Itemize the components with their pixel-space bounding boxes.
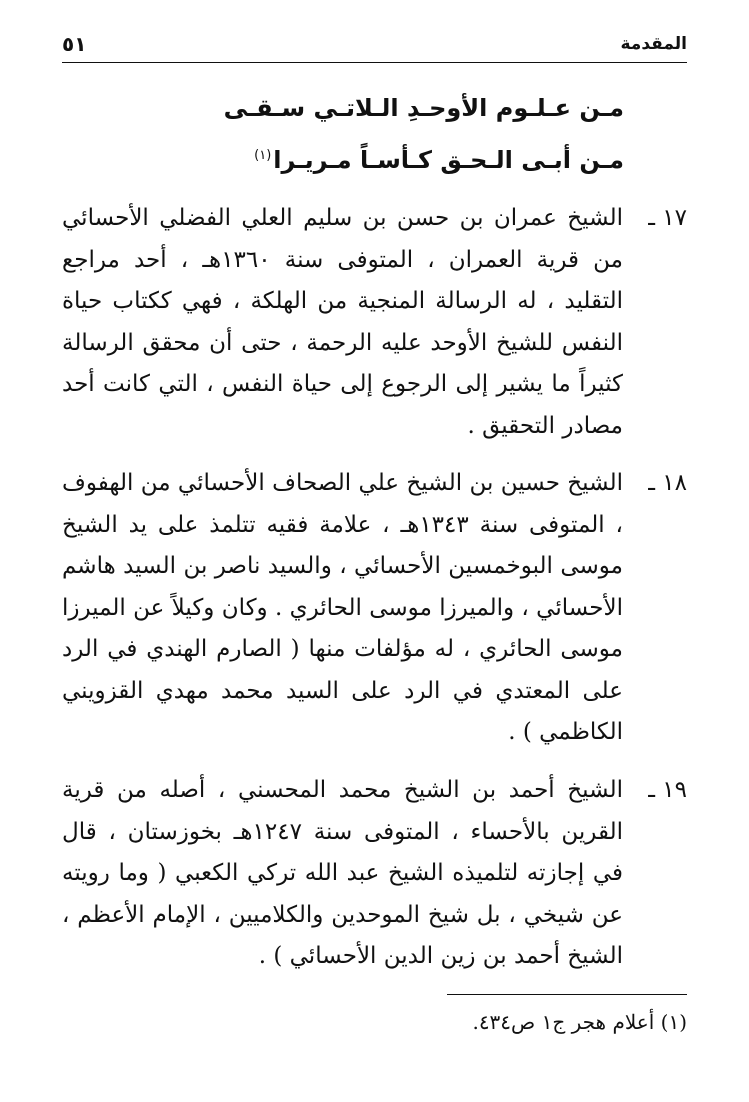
footnote-rule [447,994,687,995]
footnote-marker[interactable]: (١) [254,148,272,163]
page-header [62,28,687,62]
poem-line-2-text: مـن أبـى الـحـق كـأسـاً مـريـرا [273,146,624,174]
entry-text: الشيخ عمران بن حسن بن سليم العلي الفضلي الأحسائي من قرية العمران ، المتوفى سنة ١٣٦٠هـ ، أحد مراجع التقليد ، له الرسالة المنجية من الهلكة ، فهي ككتاب حياة النفس للشيخ الأوحد عليه الرحمة ، حتى أن محقق الرسالة كثيراً ما يشير إلى الرجوع إلى حياة النفس ، التي كانت أحد مصادر التحقيق . [62,205,624,439]
header-rule [62,62,687,63]
poem-line-1: مـن عـلـوم الأوحـدِ الـلاتـي سـقـى [223,94,624,122]
entry-number: ١٩ ـ [648,777,687,803]
page-number: ٥١ [62,32,87,56]
section-title: المقدمة [620,34,687,54]
entry-text: الشيخ أحمد بن الشيخ محمد المحسني ، أصله من قرية القرين بالأحساء ، المتوفى سنة ١٢٤٧هـ بخوزستان ، قال في إجازته لتلميذه الشيخ عبد الله تركي الكعبي ( وما رويته عن شيخي ، بل شيخ الموحدين والكلاميين ، الإمام الأعظم ، الشيخ أحمد بن زين الدين الأحسائي ) . [62,777,623,969]
entry-number: ١٧ ـ [648,205,687,231]
footnote: (١) أعلام هجر ج١ ص٤٣٤. [472,1010,687,1034]
entry-text: الشيخ حسين بن الشيخ علي الصحاف الأحسائي من الهفوف ، المتوفى سنة ١٣٤٣هـ ، علامة فقيه تتلمذ على يد الشيخ موسى البوخمسين الأحسائي ، والسيد ناصر بن السيد هاشم الأحسائي ، والميرزا موسى الحائري . وكان وكيلاً عن الميرزا موسى الحائري ، له مؤلفات منها ( الصارم الهندي في الرد على المعتدي في الرد على السيد محمد مهدي القزويني الكاظمي ) . [61,470,623,745]
poem-line-2 [254,146,624,174]
entry-number: ١٨ ـ [648,470,687,496]
